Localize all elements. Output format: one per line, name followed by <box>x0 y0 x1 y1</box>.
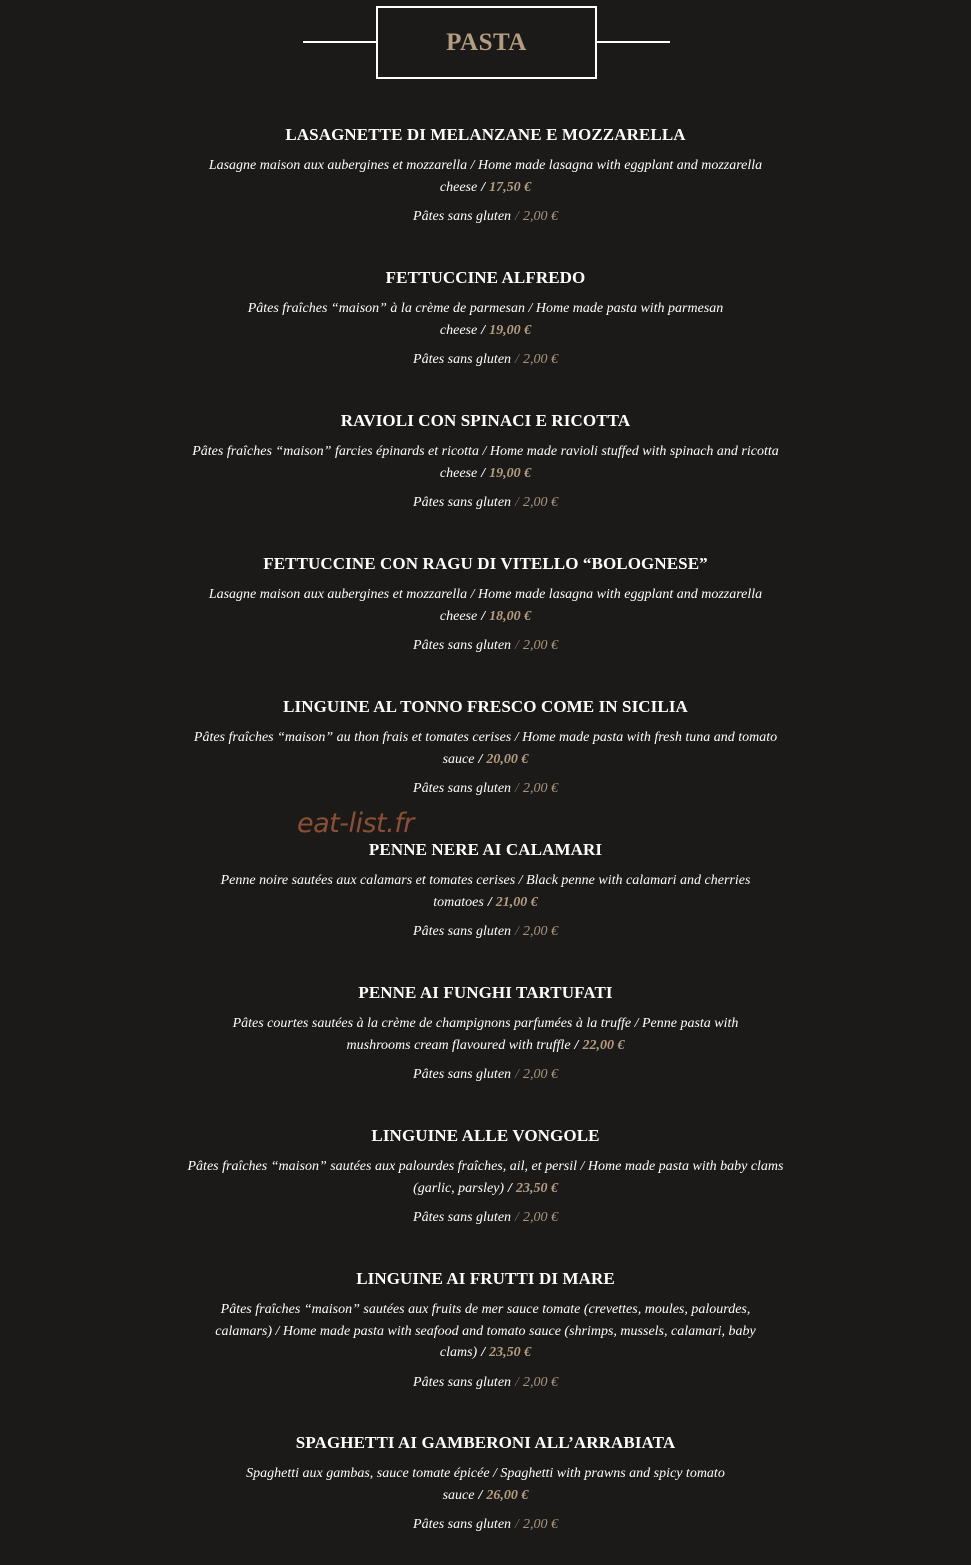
gluten-free-price: 2,00 € <box>522 1374 558 1390</box>
gluten-free-price: 2,00 € <box>522 1067 558 1082</box>
dish-name: SPAGHETTI AI GAMBERONI ALL’ARRABIATA <box>295 1433 676 1452</box>
dish-description: Spaghetti aux gambas, sauce tomate épicée / Spaghetti with prawns and spicy tomato sauce / 26,00 € <box>246 1466 725 1503</box>
dish-description: Lasagne maison aux aubergines et mozzarella / Home made lasagna with eggplant and mozzarella cheese / 18,00 € <box>208 587 763 624</box>
menu-item <box>180 697 791 799</box>
gluten-free-option: Pâtes sans gluten / 2,00 € <box>413 495 558 510</box>
dish-name: PENNE AI FUNGHI TARTUFATI <box>358 983 613 1002</box>
menu-item <box>180 554 791 656</box>
menu-item <box>180 1433 791 1535</box>
menu-item <box>180 125 791 227</box>
dish-name: RAVIOLI CON SPINACI E RICOTTA <box>340 411 631 430</box>
gluten-free-option: Pâtes sans gluten / 2,00 € <box>413 352 558 367</box>
header-rule-right <box>596 41 670 43</box>
gluten-free-price: 2,00 € <box>522 1210 558 1225</box>
dish-price: 17,50 € <box>489 179 532 195</box>
dish-name: LINGUINE ALLE VONGOLE <box>371 1126 600 1145</box>
dish-name: FETTUCCINE ALFREDO <box>385 268 586 287</box>
gluten-free-option: Pâtes sans gluten / 2,00 € <box>413 781 558 796</box>
dish-description: Pâtes fraîches “maison” à la crème de parmesan / Home made pasta with parmesan cheese / 19,00 € <box>247 301 724 338</box>
header-rule-left <box>303 41 377 43</box>
gluten-free-price: 2,00 € <box>522 209 558 224</box>
gluten-free-price: 2,00 € <box>522 638 558 653</box>
dish-description: Pâtes courtes sautées à la crème de champignons parfumées à la truffe / Penne pasta with mushrooms cream flavoured with truffle / 22,00 € <box>232 1016 739 1053</box>
dish-price: 18,00 € <box>489 608 532 624</box>
menu-item <box>180 268 791 370</box>
menu-item <box>180 1126 791 1228</box>
gluten-free-option: Pâtes sans gluten / 2,00 € <box>413 1210 558 1225</box>
dish-name: LINGUINE AI FRUTTI DI MARE <box>356 1269 615 1288</box>
section-title: PASTA <box>446 28 527 56</box>
dish-name: LINGUINE AL TONNO FRESCO COME IN SICILIA <box>283 697 688 716</box>
dish-price: 21,00 € <box>495 894 538 910</box>
dish-price: 23,50 € <box>515 1180 558 1196</box>
gluten-free-price: 2,00 € <box>522 781 558 796</box>
dish-price: 19,00 € <box>489 465 532 481</box>
dish-price: 22,00 € <box>582 1037 625 1053</box>
dish-price: 20,00 € <box>486 751 529 767</box>
dish-name: PENNE NERE AI CALAMARI <box>368 840 603 859</box>
dish-description: Pâtes fraîches “maison” au thon frais et tomates cerises / Home made pasta with fresh tuna and tomato sauce / 20,00 € <box>193 730 778 767</box>
gluten-free-option: Pâtes sans gluten / 2,00 € <box>413 924 558 939</box>
dish-description: Pâtes fraîches “maison” farcies épinards et ricotta / Home made ravioli stuffed with spinach and ricotta cheese / 19,00 € <box>192 444 779 481</box>
section-title-box <box>376 6 597 79</box>
gluten-free-option: Pâtes sans gluten / 2,00 € <box>413 209 558 224</box>
gluten-free-option: Pâtes sans gluten / 2,00 € <box>413 1067 558 1082</box>
gluten-free-price: 2,00 € <box>522 352 558 367</box>
gluten-free-price: 2,00 € <box>522 1517 558 1532</box>
menu-item <box>180 1269 791 1393</box>
dish-price: 23,50 € <box>489 1345 532 1360</box>
dish-price: 26,00 € <box>486 1487 529 1503</box>
menu-item <box>180 411 791 513</box>
section-header <box>0 6 971 78</box>
watermark: eat-list.fr <box>297 808 414 839</box>
dish-description: Lasagne maison aux aubergines et mozzarella / Home made lasagna with eggplant and mozzarella cheese / 17,50 € <box>208 158 763 195</box>
gluten-free-price: 2,00 € <box>522 924 558 939</box>
gluten-free-option: Pâtes sans gluten / 2,00 € <box>413 1374 558 1390</box>
dish-description: Penne noire sautées aux calamars et tomates cerises / Black penne with calamari and cherries tomatoes / 21,00 € <box>220 873 751 910</box>
dish-name: LASAGNETTE DI MELANZANE E MOZZARELLA <box>285 125 686 144</box>
dish-price: 19,00 € <box>489 322 532 338</box>
dish-name: FETTUCCINE CON RAGU DI VITELLO “BOLOGNESE” <box>263 554 708 573</box>
menu-item <box>180 840 791 942</box>
menu-item <box>180 983 791 1085</box>
dish-description: Pâtes fraîches “maison” sautées aux fruits de mer sauce tomate (crevettes, moules, palourdes, calamars) / Home made pasta with seafood and tomato sauce (shrimps, mussels, calamari, baby clams) / 23,50 € <box>215 1302 756 1360</box>
gluten-free-option: Pâtes sans gluten / 2,00 € <box>413 1517 558 1532</box>
gluten-free-price: 2,00 € <box>522 495 558 510</box>
dish-description: Pâtes fraîches “maison” sautées aux palourdes fraîches, ail, et persil / Home made pasta with baby clams (garlic, parsley) / 23,50 € <box>187 1159 784 1196</box>
gluten-free-option: Pâtes sans gluten / 2,00 € <box>413 638 558 653</box>
